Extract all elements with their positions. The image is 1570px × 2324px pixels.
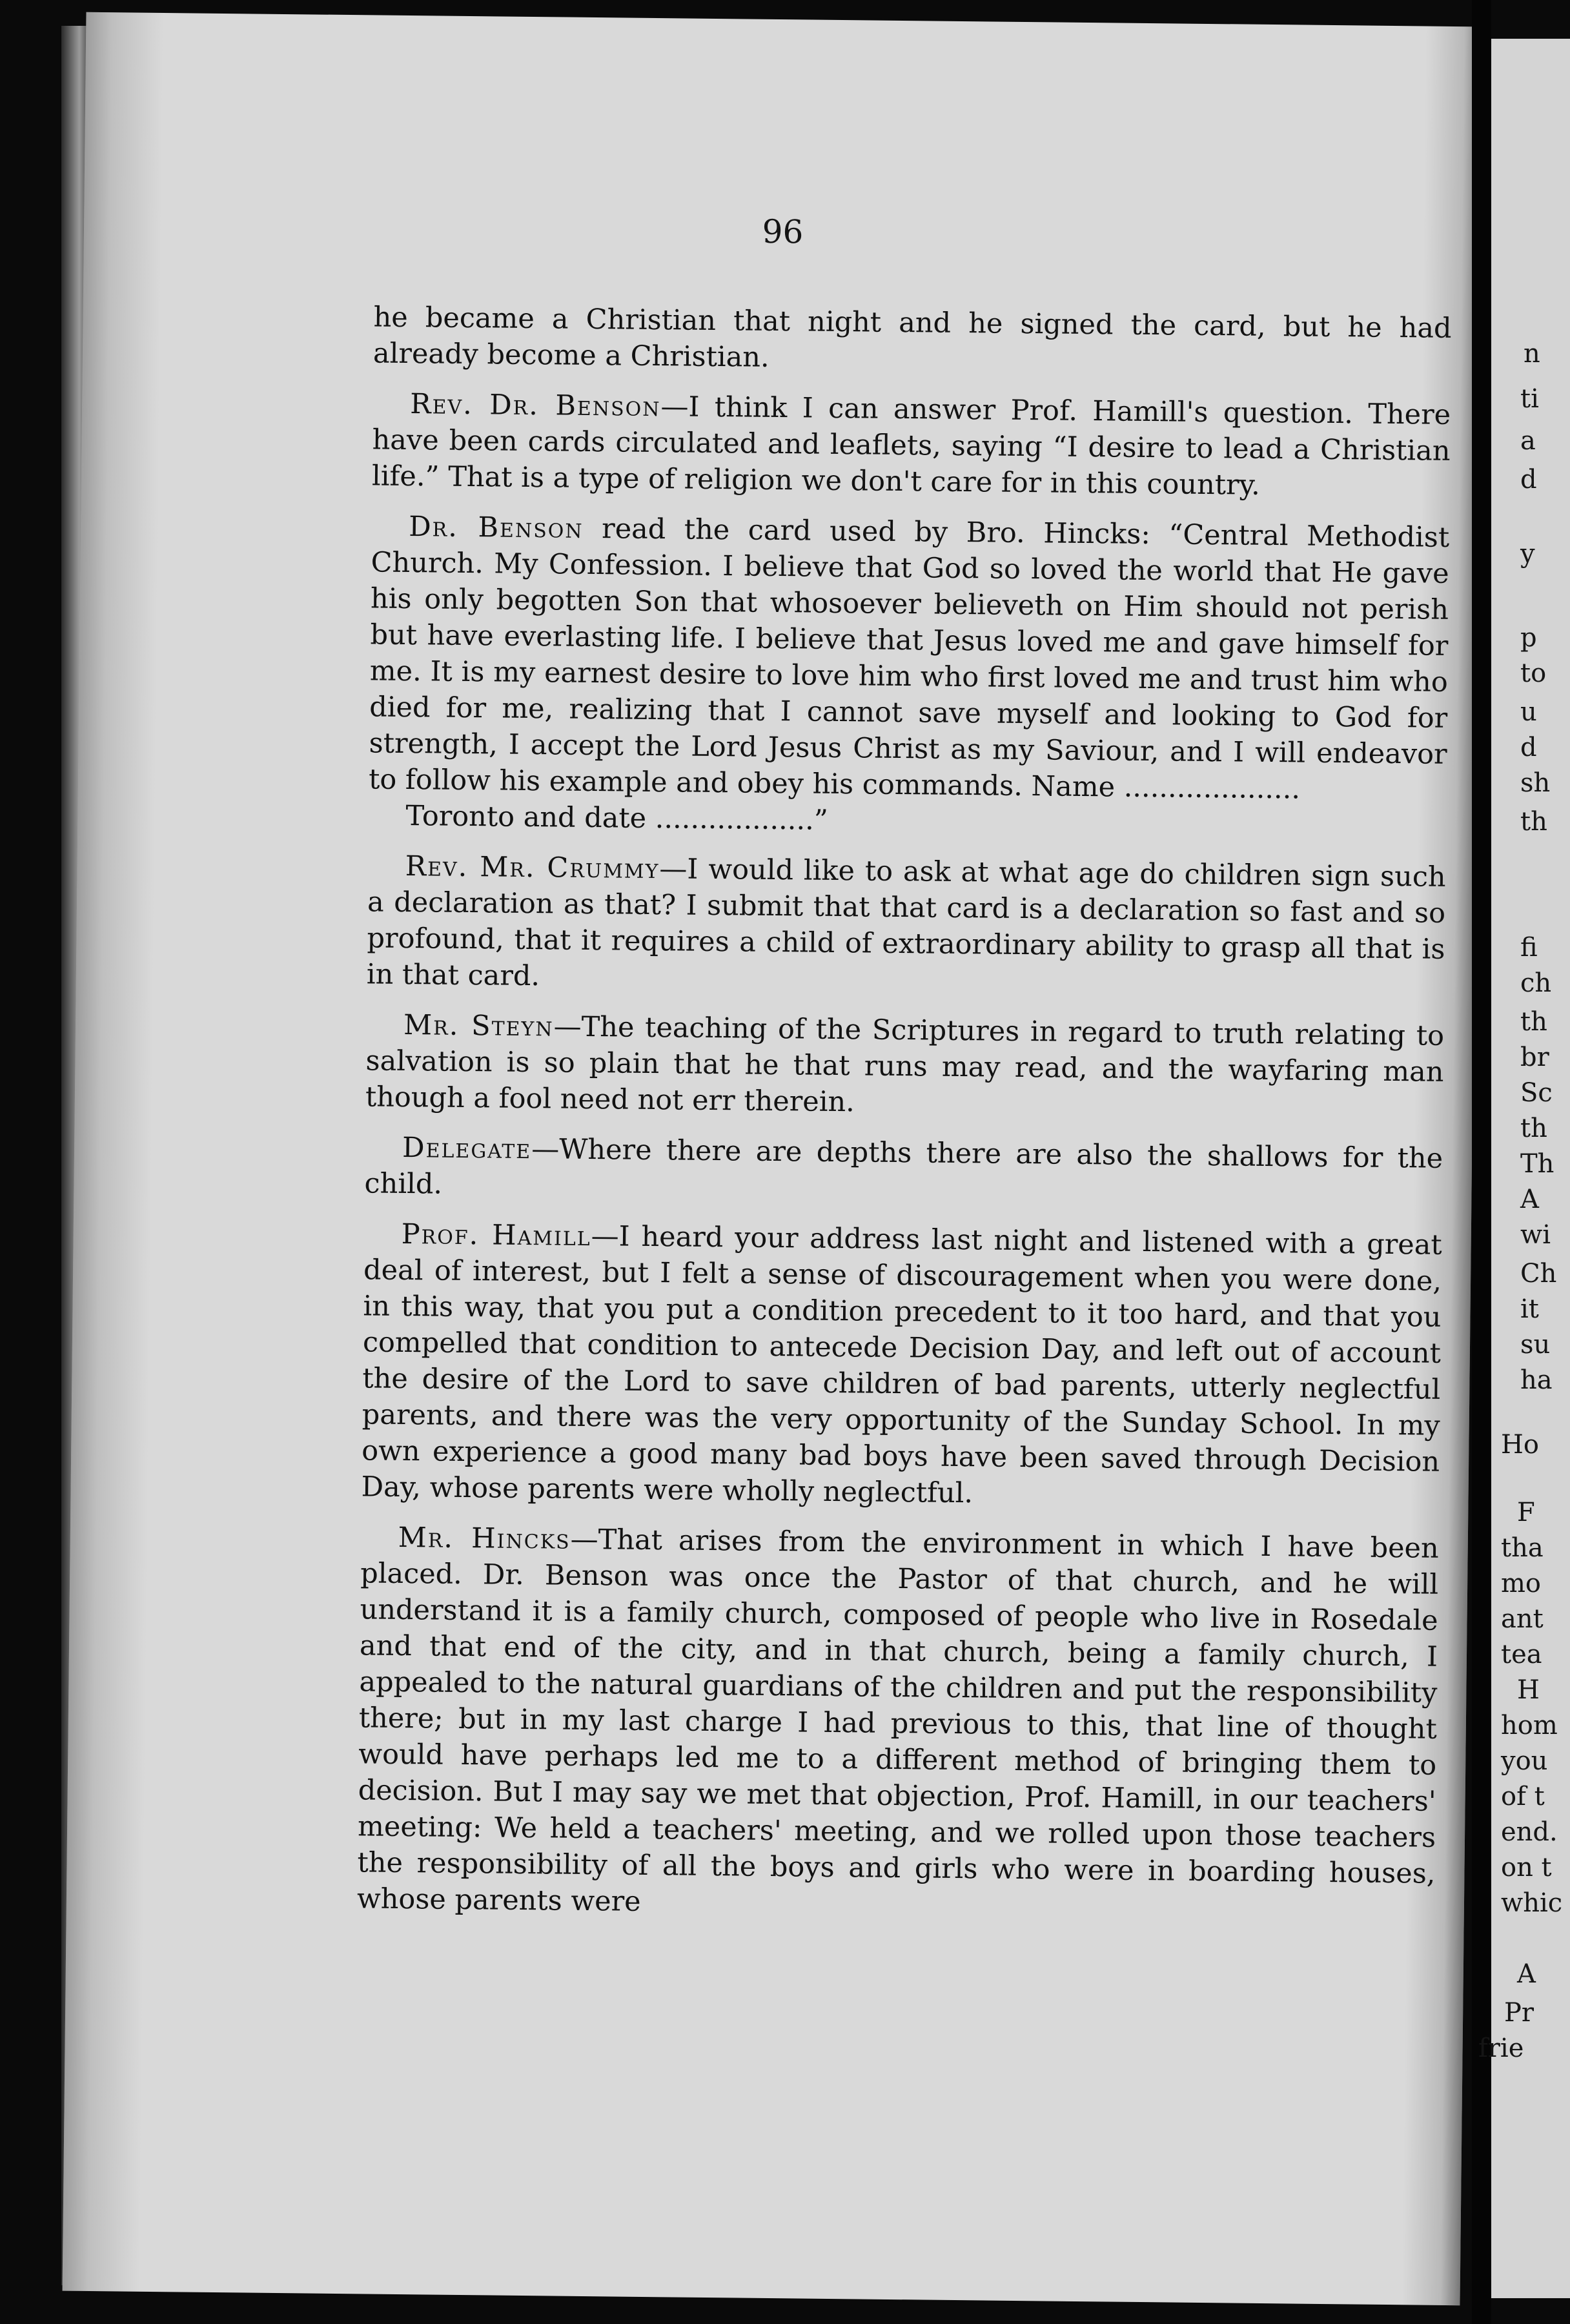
facing-page-fragment: d [1520, 465, 1537, 494]
body-text [356, 299, 1451, 1942]
facing-page-fragment: ch [1520, 968, 1552, 998]
paragraph [373, 299, 1452, 382]
speaker-name: Delegate [402, 1131, 532, 1166]
facing-page-fragment: Pr [1504, 1998, 1534, 2028]
facing-page-fragment: ti [1520, 384, 1539, 414]
facing-page-fragment: end. [1501, 1817, 1558, 1847]
facing-page-fragment: ha [1520, 1365, 1553, 1395]
facing-page-fragment: mo [1501, 1569, 1542, 1598]
facing-page-fragment: th [1520, 1007, 1547, 1037]
paragraph [372, 385, 1451, 505]
speaker-name: Mr. Steyn [403, 1008, 554, 1043]
paragraph-text: —Where there are depths there are also the shallows for the child. [364, 1133, 1443, 1201]
facing-page-fragment: Sc [1520, 1078, 1553, 1108]
paragraph [361, 1216, 1442, 1516]
facing-page-fragment: d [1520, 733, 1537, 762]
paragraph [367, 848, 1446, 1003]
facing-page-edge [1478, 39, 1570, 2298]
facing-page-fragment: tha [1501, 1533, 1544, 1563]
facing-page-fragment: fi [1520, 933, 1538, 963]
facing-page-fragment: A [1520, 1185, 1539, 1214]
paragraph-text: —The teaching of the Scriptures in regard to truth relating to salvation is so plain that he that runs may read, and the wayfaring man though a fool need not err therein. [365, 1010, 1445, 1119]
facing-page-fragment: Ch [1520, 1259, 1557, 1289]
speaker-name: Rev. Dr. Benson [409, 388, 661, 423]
paragraph-text: he became a Christian that night and he signed the card, but he had already become a Christian. [372, 301, 1452, 374]
speaker-name: Mr. Hincks [398, 1521, 571, 1556]
facing-page-fragment: tea [1501, 1640, 1542, 1669]
facing-page-fragment: Th [1520, 1149, 1555, 1179]
paragraph [368, 508, 1449, 844]
facing-page-fragment: th [1520, 1114, 1547, 1143]
facing-page-fragment: wi [1520, 1220, 1551, 1250]
paragraph [364, 1129, 1443, 1212]
facing-page-fragment: on t [1501, 1853, 1552, 1882]
facing-page-fragment: of t [1501, 1782, 1545, 1811]
facing-page-fragment: a [1520, 426, 1536, 456]
page-gutter [1472, 0, 1491, 2324]
paragraph-text: —I would like to ask at what age do children sign such a declaration as that? I submit that that card is a declaration so fast and so profound, that it requires a child of extraordinary ability to grasp all that is in that card. [366, 853, 1446, 993]
facing-page-fragment: A [1517, 1959, 1536, 1989]
facing-page-fragment: you [1501, 1746, 1548, 1776]
card-name-line: Name .................... [1031, 770, 1301, 806]
facing-page-fragment: H [1517, 1675, 1540, 1705]
facing-page-fragment: whic [1501, 1888, 1563, 1918]
facing-page-fragment: y [1520, 539, 1535, 569]
page-number: 96 [762, 212, 804, 251]
paragraph [365, 1006, 1445, 1126]
facing-page-fragment: ant [1501, 1604, 1544, 1634]
speaker-name: Rev. Mr. Crummy [405, 850, 660, 886]
facing-page-fragment: br [1520, 1043, 1549, 1072]
facing-page-fragment: hom [1501, 1711, 1558, 1740]
paragraph-text: —I think I can answer Prof. Hamill's question. There have been cards circulated and leaflets, saying “I desire to lead a Christian life.” That is a type of religion we don't care for in this country. [371, 391, 1451, 502]
card-date-line: Toronto and date ..................” [405, 800, 829, 837]
speaker-name: Dr. Benson [408, 511, 584, 545]
facing-page-fragment: to [1520, 658, 1547, 688]
facing-page-fragment: u [1520, 697, 1537, 727]
facing-page-fragment: Ho [1501, 1430, 1539, 1460]
facing-page-fragment: frie [1478, 2034, 1524, 2063]
facing-page-fragment: p [1520, 623, 1537, 653]
facing-page-fragment: it [1520, 1294, 1539, 1324]
facing-page-fragment: F [1517, 1498, 1535, 1527]
facing-page-fragment: th [1520, 807, 1547, 837]
paragraph [357, 1519, 1439, 1928]
speaker-name: Prof. Hamill [401, 1218, 591, 1253]
paragraph-text: —That arises from the environment in which I have been placed. Dr. Benson was once the Pastor of that church, and he will understand it is a family church, composed of people who live in Rosedale and that end of the city, and in that church, being a family church, I appealed to the natural guardians of the children and put the responsibility there; but in my last charge I had previous to this, that line of thought would have perhaps led me to a different method of bringing them to decision. But I may say we met that objection, Prof. Hamill, in our teachers' meeting: We held a teachers' meeting, and we rolled upon those teachers the responsibility of all the boys and girls who were in boarding houses, whose parents were [356, 1523, 1439, 1918]
scanned-page [63, 12, 1484, 2305]
paragraph-text: —I heard your address last night and listened with a great deal of interest, but I felt a sense of discouragement when you were done, in this way, that you put a condition precedent to it too hard, and that you compelled that condition to antecede Decision Day, and left out of account the desire of the Lord to save children of bad parents, utterly neglectful parents, and there was the very opportunity of the Sunday School. In my own experience a good many bad boys have been saved through Decision Day, whose parents were wholly neglectful. [361, 1220, 1442, 1510]
paragraph-text: read the card used by Bro. Hincks: “Central Methodist Church. My Confession. I believe that God so loved the world that He gave his only begotten Son that whosoever believeth on Him should not perish but have everlasting life. I believe that Jesus loved me and gave himself for me. It is my earnest desire to love him who first loved me and trust him who died for me, realizing that I cannot save myself and looking to God for strength, I accept the Lord Jesus Christ as my Saviour, and I will endeavor to follow his example and obey his commands. [368, 512, 1450, 803]
facing-page-fragment: sh [1520, 768, 1551, 798]
facing-page-fragment: n [1524, 339, 1540, 369]
facing-page-fragment: su [1520, 1330, 1551, 1360]
